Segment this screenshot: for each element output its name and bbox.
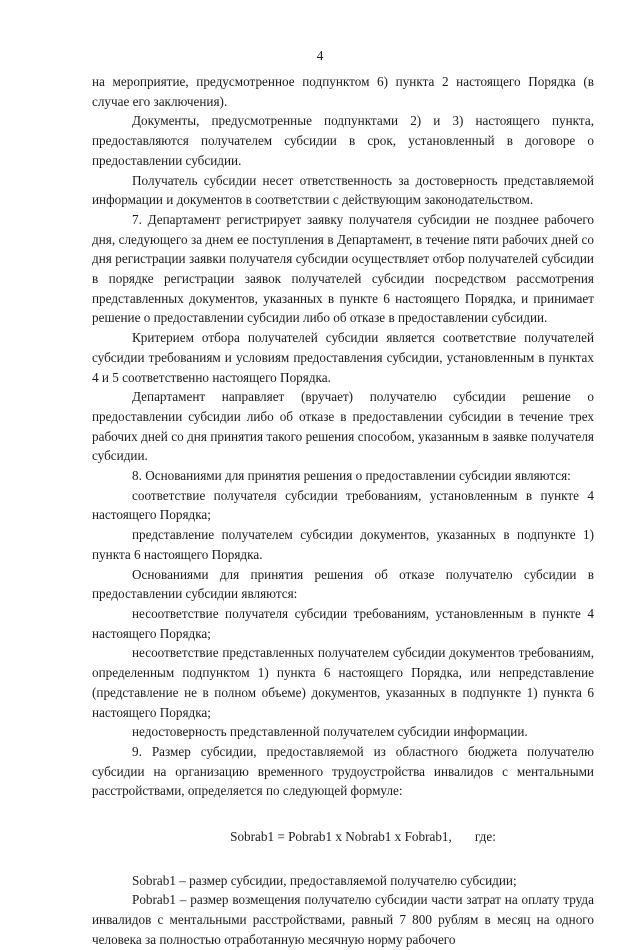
paragraph: Критерием отбора получателей субсидии является соответствие получателей субсидии требованиям и условиям предоставления субсидии, установленным в пунктах 4 и 5 соответственно настоящего Порядка. bbox=[92, 330, 594, 385]
paragraph: Документы, предусмотренные подпунктами 2) и 3) настоящего пункта, предоставляются получателем субсидии в срок, установленный в договоре о предоставлении субсидии. bbox=[92, 113, 594, 168]
formula: Sobrab1 = Pobrab1 x Nobrab1 x Fobrab1, где: bbox=[230, 829, 496, 845]
paragraph: соответствие получателя субсидии требованиям, установленным в пункте 4 настоящего Порядка; bbox=[92, 487, 594, 523]
paragraph: на мероприятие, предусмотренное подпунктом 6) пункта 2 настоящего Порядка (в случае его заключения). bbox=[92, 74, 594, 109]
paragraph: 9. Размер субсидии, предоставляемой из областного бюджета получателю субсидии на организацию временного трудоустройства инвалидов с ментальными расстройствами, определяется по следующей формуле: bbox=[92, 743, 594, 799]
paragraphs-before-formula bbox=[92, 72, 594, 801]
paragraph: несоответствие представленных получателем субсидии документов требованиям, определенным подпунктом 1) пункта 6 настоящего Порядка, или непредставление (представление не в полном объеме) документов, указанных в подпункте 1) пункта 6 настоящего Порядка; bbox=[92, 645, 594, 720]
paragraph: Sobrab1 – размер субсидии, предоставляемой получателю субсидии; bbox=[132, 872, 517, 888]
document-body bbox=[92, 72, 594, 950]
paragraph: Получатель субсидии несет ответственность за достоверность представляемой информации и документов в соответствии с действующим законодательством. bbox=[92, 172, 594, 208]
paragraph: 8. Основаниями для принятия решения о предоставлении субсидии являются: bbox=[132, 468, 571, 484]
paragraph: представление получателем субсидии документов, указанных в подпункте 1) пункта 6 настоящего Порядка. bbox=[92, 527, 594, 562]
paragraph: несоответствие получателя субсидии требованиям, установленным в пункте 4 настоящего Порядка; bbox=[92, 605, 594, 641]
paragraph: Основаниями для принятия решения об отказе получателю субсидии в предоставлении субсидии являются: bbox=[92, 566, 594, 602]
paragraphs-after-formula bbox=[92, 871, 594, 950]
paragraph: 7. Департамент регистрирует заявку получателя субсидии не позднее рабочего дня, следующего за днем ее поступления в Департамент, в течение пяти рабочих дней со дня регистрации заявки получателя субсидии осуществляет отбор получателей субсидии в порядке регистрации заявок получателей субсидии посредством рассмотрения представленных документов, указанных в пункте 6 настоящего Порядка, и принимает решение о предоставлении субсидии либо об отказе в предоставлении субсидии. bbox=[92, 211, 594, 326]
paragraph: Pobrab1 – размер возмещения получателю субсидии части затрат на оплату труда инвалидов с ментальными расстройствами, равный 7 800 рублям в месяц на одного человека за полностью отработанную месячную норму рабочего bbox=[92, 892, 594, 947]
page-number: 4 bbox=[316, 48, 324, 63]
paragraph: недостоверность представленной получателем субсидии информации. bbox=[132, 724, 528, 740]
paragraph: Департамент направляет (вручает) получателю субсидии решение о предоставлении субсидии либо об отказе в предоставлении субсидии в течение трех рабочих дней со дня принятия такого решения способом, указанным в заявке получателя субсидии. bbox=[92, 389, 594, 464]
